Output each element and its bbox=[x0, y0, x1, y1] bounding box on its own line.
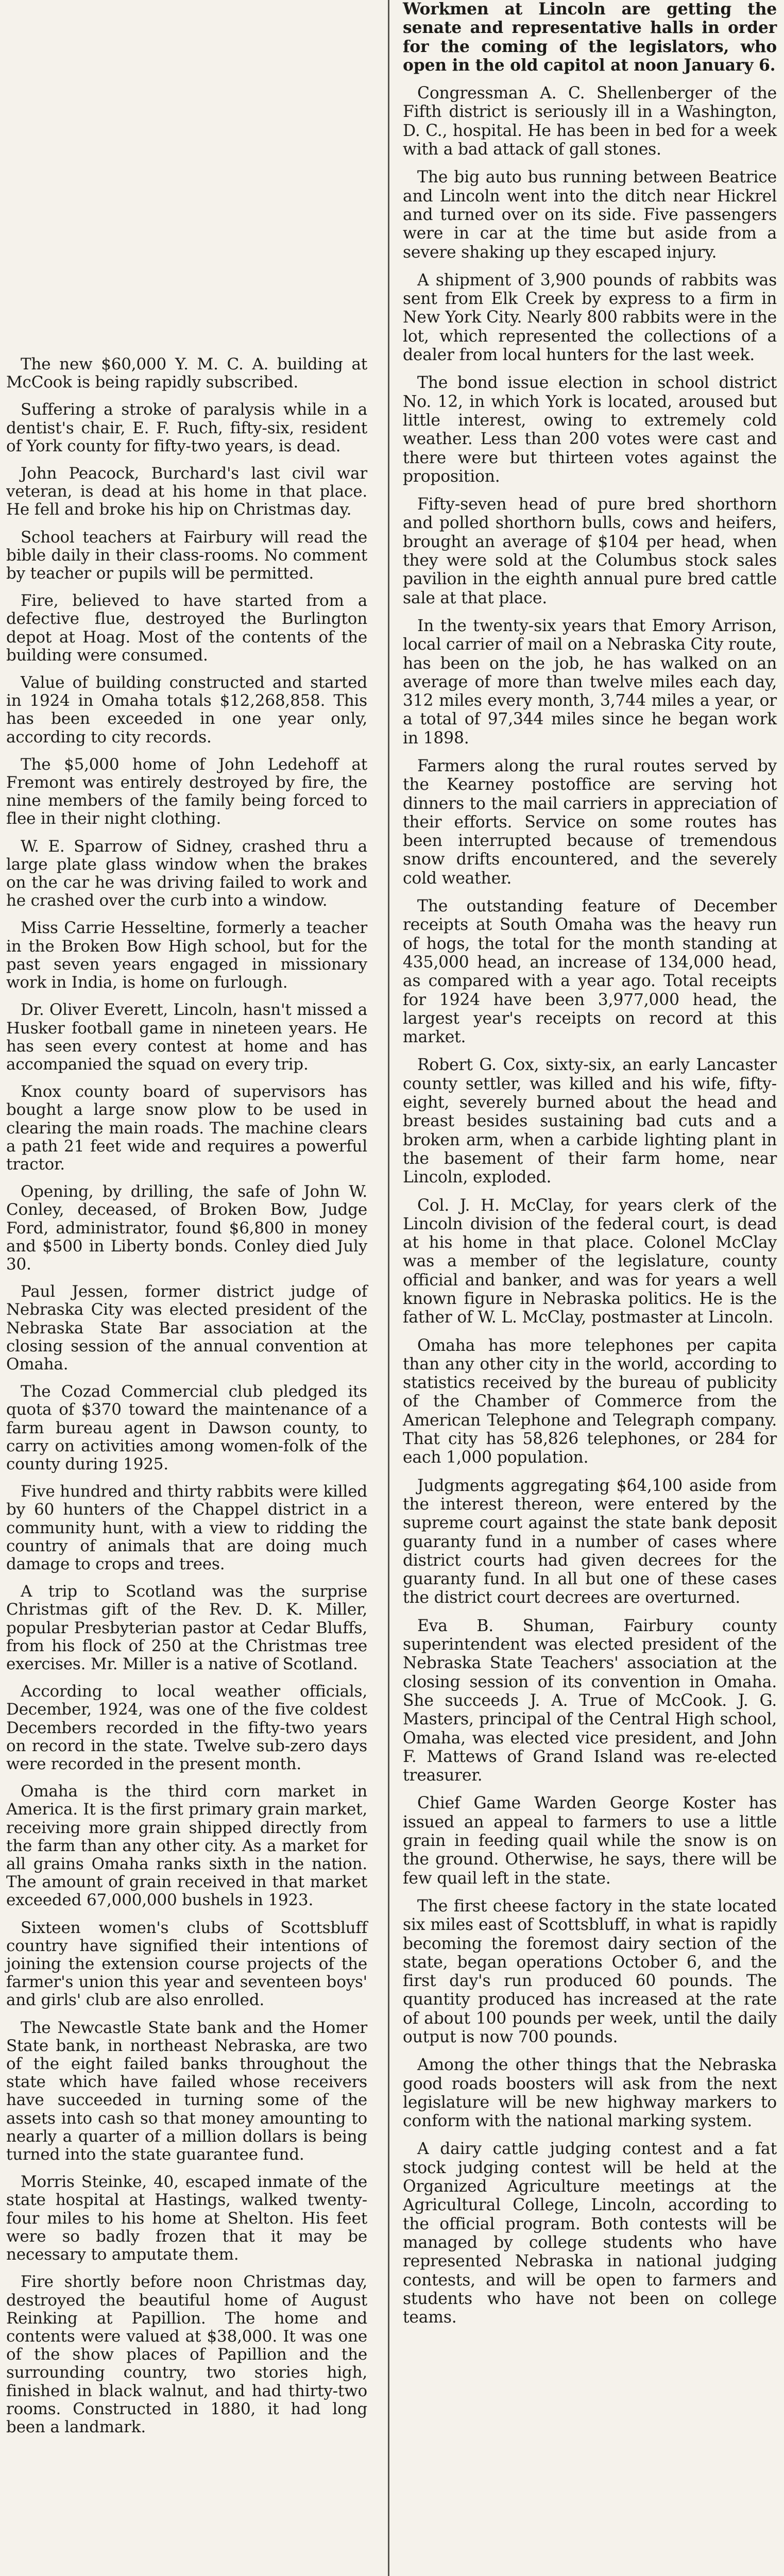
right-news-item: Eva B. Shuman, Fairbury county superintendent was elected president of the Nebraska State Teachers' association at the closing session of its convention in Omaha. She succeeds J. A. True of McCook. J. G. Masters, principal of the Central High school, Omaha, was elected vice president, and John F. Mattews of Grand Island was re-elected treasurer. bbox=[403, 1616, 777, 1785]
left-news-item: W. E. Sparrow of Sidney, crashed thru a large plate glass window when the brakes on the car he was driving failed to work and he crashed over the curb into a window. bbox=[6, 837, 367, 910]
right-column-body bbox=[403, 84, 777, 2327]
right-news-item: Chief Game Warden George Koster has issued an appeal to farmers to use a little grain in feeding quail while the snow is on the ground. Otherwise, he says, there will be few quail left in the state. bbox=[403, 1794, 777, 1888]
left-news-item: Fire shortly before noon Christmas day, destroyed the beautiful home of August Reinking at Papillion. The home and contents were valued at $38,000. It was one of the show places of Papillion and the surrounding country, two stories high, finished in black walnut, and had thirty-two rooms. Constructed in 1880, it had long been a landmark. bbox=[6, 2273, 367, 2436]
right-news-item: The first cheese factory in the state located six miles east of Scottsbluff, in what is rapidly becoming the foremost dairy section of the state, began operations October 6, and the first day's run produced 60 pounds. The quantity produced has increased at the rate of about 100 pounds per week, until the daily output is now 700 pounds. bbox=[403, 1896, 777, 2046]
right-news-item: The bond issue election in school district No. 12, in which York is located, aroused but little interest, owing to extremely cold weather. Less than 200 votes were cast and there were but thirteen votes against the proposition. bbox=[403, 374, 777, 486]
right-news-item: Col. J. H. McClay, for years clerk of the Lincoln division of the federal court, is dead at his home in that place. Colonel McClay was a member of the legislature, county official and banker, and was for years a well known figure in Nebraska politics. He is the father of W. L. McClay, postmaster at Lincoln. bbox=[403, 1196, 777, 1327]
left-news-item: Value of building constructed and started in 1924 in Omaha totals $12,268,858. This has been exceeded in one year only, according to city records. bbox=[6, 673, 367, 747]
right-column bbox=[398, 0, 784, 2576]
right-column-items bbox=[398, 0, 784, 2327]
left-news-item: The $5,000 home of John Ledehoff at Fremont was entirely destroyed by fire, the nine members of the family being forced to flee in their night clothing. bbox=[6, 755, 367, 828]
left-news-item: John Peacock, Burchard's last civil war veteran, is dead at his home in that place. He fell and broke his hip on Christmas day. bbox=[6, 464, 367, 519]
column-rule bbox=[388, 0, 389, 2576]
left-news-item: School teachers at Fairbury will read the bible daily in their class-rooms. No comment by teacher or pupils will be permitted. bbox=[6, 528, 367, 583]
left-news-item: A trip to Scotland was the surprise Christmas gift of the Rev. D. K. Miller, popular Presbyterian pastor at Cedar Bluffs, from his flock of 250 at the Christmas tree exercises. Mr. Miller is a native of Scotland. bbox=[6, 1582, 367, 1673]
right-news-item: Judgments aggregating $64,100 aside from the interest thereon, were entered by the supreme court against the state bank deposit guaranty fund in a number of cases where district courts had given decrees for the guaranty fund. In all but one of these cases the district court decrees are overturned. bbox=[403, 1476, 777, 1607]
left-news-item: Sixteen women's clubs of Scottsbluff country have signified their intentions of joining the extension course projects of the farmer's union this year and seventeen boys' and girls' club are also enrolled. bbox=[6, 1918, 367, 2010]
left-column bbox=[0, 0, 379, 2576]
left-news-item: Fire, believed to have started from a defective flue, destroyed the Burlington depot at Hoag. Most of the contents of the building were consumed. bbox=[6, 591, 367, 665]
left-news-item: Paul Jessen, former district judge of Nebraska City was elected president of the Nebraska State Bar association at the closing session of the annual convention at Omaha. bbox=[6, 1282, 367, 1374]
right-lead-item: Workmen at Lincoln are getting the senate and representative halls in order for the coming of the legislators, who open in the old capitol at noon January 6. bbox=[403, 0, 777, 75]
left-news-item: Five hundred and thirty rabbits were killed by 60 hunters of the Chappel district in a community hunt, with a view to ridding the country of animals that are doing much damage to crops and trees. bbox=[6, 1482, 367, 1573]
left-news-item: Miss Carrie Hesseltine, formerly a teacher in the Broken Bow High school, but for the past seven years engaged in missionary work in India, is home on furlough. bbox=[6, 919, 367, 992]
left-news-item: The Cozad Commercial club pledged its quota of $370 toward the maintenance of a farm bureau agent in Dawson county, to carry on activities among women-folk of the county during 1925. bbox=[6, 1382, 367, 1473]
left-news-item: Suffering a stroke of paralysis while in a dentist's chair, E. F. Ruch, fifty-six, resident of York county for fifty-two years, is dead. bbox=[6, 400, 367, 455]
left-news-item: Omaha is the third corn market in America. It is the first primary grain market, receiving more grain shipped directly from the farm than any other city. As a market for all grains Omaha ranks sixth in the nation. The amount of grain received in that market exceeded 67,000,000 bushels in 1923. bbox=[6, 1782, 367, 1910]
right-news-item: Robert G. Cox, sixty-six, an early Lancaster county settler, was killed and his wife, fifty-eight, severely burned about the head and breast besides sustaining bad cuts and a broken arm, when a carbide lighting plant in the basement of their farm home, near Lincoln, exploded. bbox=[403, 1056, 777, 1187]
right-news-item: Among the other things that the Nebraska good roads boosters will ask from the next legislature will be new highway markers to conform with the national marking system. bbox=[403, 2056, 777, 2131]
left-news-item: According to local weather officials, December, 1924, was one of the five coldest Decembers recorded in the fifty-two years on record in the state. Twelve sub-zero days were recorded in the present month. bbox=[6, 1682, 367, 1774]
right-news-item: The big auto bus running between Beatrice and Lincoln went into the ditch near Hickrel and turned over on its side. Five passengers were in car at the time but aside from a severe shaking up they escaped injury. bbox=[403, 168, 777, 262]
left-news-item: The Newcastle State bank and the Homer State bank, in northeast Nebraska, are two of the eight failed banks throughout the state which have failed whose receivers have succeeded in turning some of the assets into cash so that money amounting to nearly a quarter of a million dollars is being turned into the state guarantee fund. bbox=[6, 2018, 367, 2164]
right-news-item: Omaha has more telephones per capita than any other city in the world, according to statistics received by the bureau of publicity of the Chamber of Commerce from the American Telephone and Telegraph company. That city has 58,826 telephones, or 284 for each 1,000 population. bbox=[403, 1336, 777, 1467]
left-column-items bbox=[0, 355, 379, 2436]
right-news-item: Congressman A. C. Shellenberger of the Fifth district is seriously ill in a Washington, D. C., hospital. He has been in bed for a week with a bad attack of gall stones. bbox=[403, 84, 777, 159]
left-news-item: Dr. Oliver Everett, Lincoln, hasn't missed a Husker football game in nineteen years. He has seen every contest at home and has accompanied the squad on every trip. bbox=[6, 1001, 367, 1074]
right-news-item: A dairy cattle judging contest and a fat stock judging contest will be held at the Organized Agriculture meetings at the Agricultural College, Lincoln, according to the official program. Both contests will be managed by college students who have represented Nebraska in national judging contests, and will be open to farmers and students who have not been on college teams. bbox=[403, 2140, 777, 2327]
right-news-item: In the twenty-six years that Emory Arrison, local carrier of mail on a Nebraska City route, has been on the job, he has walked on an average of more than twelve miles each day, 312 miles every month, 3,744 miles a year, or a total of 97,344 miles since he began work in 1898. bbox=[403, 616, 777, 748]
left-news-item: The new $60,000 Y. M. C. A. building at McCook is being rapidly subscribed. bbox=[6, 355, 367, 392]
right-news-item: Farmers along the rural routes served by the Kearney postoffice are serving hot dinners to the mail carriers in appreciation of their efforts. Service on some routes has been interrupted because of tremendous snow drifts encountered, and the severely cold weather. bbox=[403, 756, 777, 888]
left-news-item: Knox county board of supervisors has bought a large snow plow to be used in clearing the main roads. The machine clears a path 21 feet wide and requires a powerful tractor. bbox=[6, 1082, 367, 1174]
right-news-item: A shipment of 3,900 pounds of rabbits was sent from Elk Creek by express to a firm in New York City. Nearly 800 rabbits were in the lot, which represented the collections of a dealer from local hunters for the last week. bbox=[403, 270, 777, 365]
right-news-item: The outstanding feature of December receipts at South Omaha was the heavy run of hogs, the total for the month standing at 435,000 head, an increase of 134,000 head, as compared with a year ago. Total receipts for 1924 have been 3,977,000 head, the largest year's receipts on record at this market. bbox=[403, 897, 777, 1047]
left-news-item: Opening, by drilling, the safe of John W. Conley, deceased, of Broken Bow, Judge Ford, administrator, found $6,800 in money and $500 in Liberty bonds. Conley died July 30. bbox=[6, 1182, 367, 1274]
right-news-item: Fifty-seven head of pure bred shorthorn and polled shorthorn bulls, cows and heifers, brought an average of $104 per head, when they were sold at the Columbus stock sales pavilion in the eighth annual pure bred cattle sale at that place. bbox=[403, 495, 777, 607]
left-news-item: Morris Steinke, 40, escaped inmate of the state hospital at Hastings, walked twenty-four miles to his home at Shelton. His feet were so badly frozen that it may be necessary to amputate them. bbox=[6, 2173, 367, 2264]
